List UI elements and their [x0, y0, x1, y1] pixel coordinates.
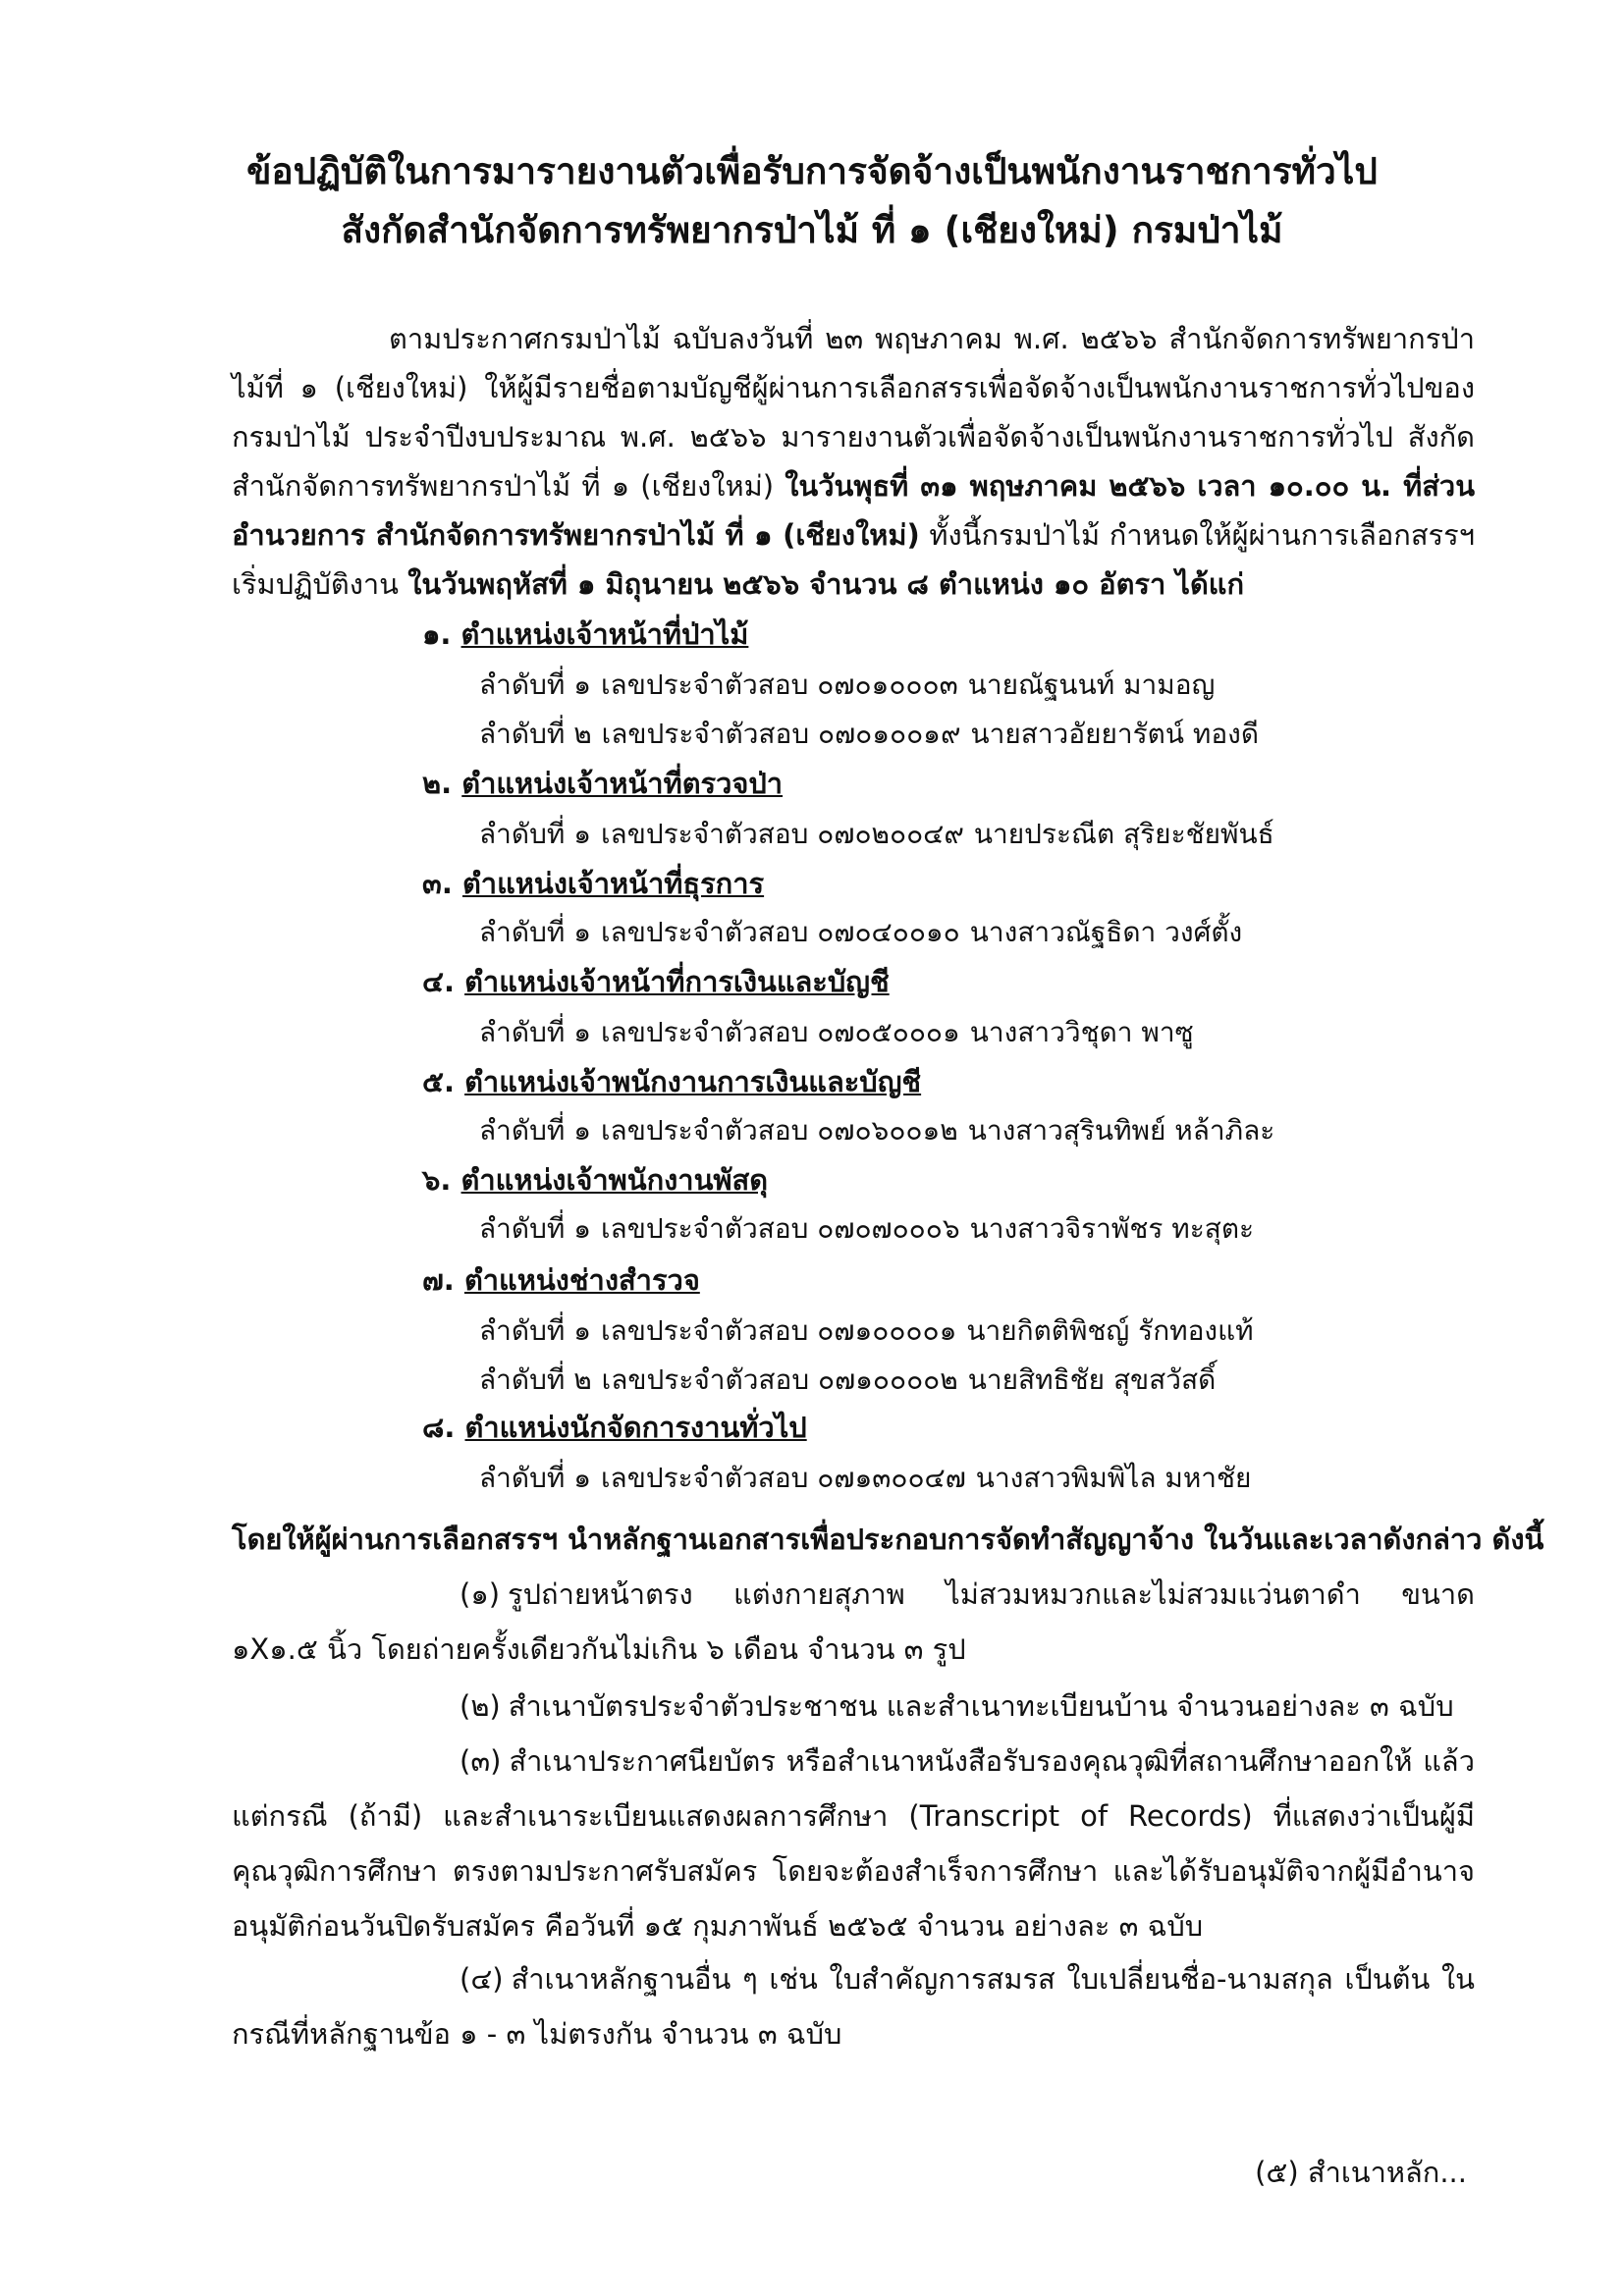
candidate-order: ลำดับที่ ๑: [479, 668, 591, 701]
position-number: ๓.: [422, 867, 453, 900]
candidate-exam-id: เลขประจำตัวสอบ ๐๗๐๒๐๐๔๙: [600, 818, 964, 850]
document-item: [232, 1734, 1475, 1953]
candidate-exam-id: เลขประจำตัวสอบ ๐๗๐๖๐๐๑๒: [600, 1114, 958, 1147]
document-item-number: (๔): [460, 1962, 504, 1996]
candidate-order: ลำดับที่ ๑: [479, 1212, 591, 1245]
candidate-exam-id: เลขประจำตัวสอบ ๐๗๐๑๐๐๐๓: [600, 668, 958, 701]
candidate-name: นางสาววิชุดา พาซู: [969, 1016, 1194, 1048]
position-number: ๒.: [422, 767, 453, 800]
intro-bold-date-place: ในวันพุธที่ ๓๑ พฤษภาคม ๒๕๖๖ เวลา ๑๐.๐๐ น. ที่ส่วนอำนวยการ สำนักจัดการทรัพยากรป่าไม้ ที่ ๑ (เชียงใหม่): [232, 469, 1476, 552]
intro-text-2: ทั้งนี้กรมป่าไม้ กำหนดให้ผู้ผ่านการเลือกสรรฯ เริ่มปฏิบัติงาน: [232, 518, 1475, 601]
candidate-row: [479, 1109, 1284, 1152]
candidate-exam-id: เลขประจำตัวสอบ ๐๗๐๔๐๐๑๐: [600, 916, 960, 948]
intro-text-1: ตามประกาศกรมป่าไม้ ฉบับลงวันที่ ๒๓ พฤษภาคม พ.ศ. ๒๕๖๖ สำนักจัดการทรัพยากรป่าไม้ที่ ๑ (เชียงใหม่) ให้ผู้มีรายชื่อตามบัญชีผู้ผ่านการเลือกสรรเพื่อจัดจ้างเป็นพนักงานราชการทั่วไปของกรมป่าไม้ ประจำปีงบประมาณ พ.ศ. ๒๕๖๖ มารายงานตัวเพื่อจัดจ้างเป็นพนักงานราชการทั่วไป สังกัดสำนักจัดการทรัพยากรป่าไม้ ที่ ๑ (เชียงใหม่): [232, 322, 1475, 503]
document-title-line-2: สังกัดสำนักจัดการทรัพยากรป่าไม้ ที่ ๑ (เชียงใหม่) กรมป่าไม้: [341, 209, 1283, 251]
position-number: ๘.: [422, 1411, 456, 1444]
position-title: ตำแหน่งเจ้าหน้าที่ตรวจป่า: [461, 767, 784, 800]
position-number: ๖.: [422, 1163, 452, 1197]
position-heading: [422, 1158, 768, 1201]
candidate-row: [479, 1011, 1204, 1054]
candidate-name: นางสาวพิมพิไล มหาชัย: [975, 1462, 1252, 1494]
candidate-name: นายสิทธิชัย สุขสวัสดิ์: [967, 1363, 1217, 1396]
document-item-text: รูปถ่ายหน้าตรง แต่งกายสุภาพ ไม่สวมหมวกและไม่สวมแว่นตาดำ ขนาด ๑X๑.๕ นิ้ว โดยถ่ายครั้งเดียวกันไม่เกิน ๖ เดือน จำนวน ๓ รูป: [232, 1577, 1475, 1666]
intro-bold-start-date: ในวันพฤหัสที่ ๑ มิถุนายน ๒๕๖๖ จำนวน ๘ ตำแหน่ง ๑๐ อัตรา ได้แก่: [407, 567, 1245, 601]
candidate-row: [479, 1359, 1225, 1402]
position-number: ๗.: [422, 1263, 455, 1297]
candidate-order: ลำดับที่ ๑: [479, 818, 591, 850]
candidate-name: นางสาวสุรินทิพย์ หล้าภิละ: [967, 1114, 1275, 1147]
position-heading: [422, 960, 890, 1003]
candidate-exam-id: เลขประจำตัวสอบ ๐๗๑๓๐๐๔๗: [600, 1462, 966, 1494]
document-item-text: สำเนาประกาศนียบัตร หรือสำเนาหนังสือรับรองคุณวุฒิที่สถานศึกษาออกให้ แล้วแต่กรณี (ถ้ามี) และสำเนาระเบียนแสดงผลการศึกษา (Transcript of Records) ที่แสดงว่าเป็นผู้มีคุณวุฒิการศึกษา ตรงตามประกาศรับสมัคร โดยจะต้องสำเร็จการศึกษา และได้รับอนุมัติจากผู้มีอำนาจอนุมัติก่อนวันปิดรับสมัคร คือวันที่ ๑๕ กุมภาพันธ์ ๒๕๖๕ จำนวน อย่างละ ๓ ฉบับ: [232, 1744, 1475, 1943]
document-item-text: สำเนาบัตรประจำตัวประชาชน และสำเนาทะเบียนบ้าน จำนวนอย่างละ ๓ ฉบับ: [508, 1689, 1454, 1723]
position-heading: [422, 1060, 921, 1103]
intro-paragraph: [232, 314, 1475, 609]
candidate-name: นายณัฐนนท์ มามอญ: [967, 668, 1216, 701]
position-heading: [422, 862, 764, 905]
candidate-exam-id: เลขประจำตัวสอบ ๐๗๐๗๐๐๐๖: [600, 1212, 960, 1245]
position-number: ๑.: [422, 617, 452, 651]
candidate-row: [479, 911, 1252, 954]
candidate-exam-id: เลขประจำตัวสอบ ๐๗๑๐๐๐๐๑: [600, 1314, 957, 1347]
document-item-text: สำเนาหลักฐานอื่น ๆ เช่น ใบสำคัญการสมรส ใบเปลี่ยนชื่อ-นามสกุล เป็นต้น ในกรณีที่หลักฐานข้อ ๑ - ๓ ไม่ตรงกัน จำนวน ๓ ฉบับ: [232, 1962, 1475, 2051]
candidate-order: ลำดับที่ ๑: [479, 916, 591, 948]
position-title: ตำแหน่งเจ้าหน้าที่การเงินและบัญชี: [464, 965, 890, 998]
position-title: ตำแหน่งช่างสำรวจ: [463, 1263, 700, 1297]
documents-heading: โดยให้ผู้ผ่านการเลือกสรรฯ นำหลักฐานเอกสารเพื่อประกอบการจัดทำสัญญาจ้าง ในวันและเวลาดังกล่าว ดังนี้: [232, 1522, 1544, 1556]
candidate-name: นางสาวณัฐธิดา วงศ์ตั้ง: [969, 916, 1243, 948]
position-heading: [422, 762, 783, 805]
position-title: ตำแหน่งเจ้าพนักงานพัสดุ: [460, 1163, 769, 1197]
position-title: ตำแหน่งเจ้าหน้าที่ป่าไม้: [460, 617, 749, 651]
candidate-order: ลำดับที่ ๑: [479, 1462, 591, 1494]
candidate-row: [479, 1457, 1261, 1500]
candidate-order: ลำดับที่ ๑: [479, 1314, 591, 1347]
document-item: [232, 1679, 1475, 1734]
position-title: ตำแหน่งนักจัดการงานทั่วไป: [464, 1411, 807, 1444]
document-item: [232, 1951, 1475, 2061]
candidate-row: [479, 1207, 1264, 1251]
candidate-name: นางสาวจิราพัชร ทะสุตะ: [969, 1212, 1255, 1245]
candidate-order: ลำดับที่ ๒: [479, 1363, 592, 1396]
position-heading: [422, 1258, 700, 1302]
candidate-name: นายสาวอัยยารัตน์ ทองดี: [970, 718, 1260, 750]
candidate-order: ลำดับที่ ๑: [479, 1016, 591, 1048]
candidate-exam-id: เลขประจำตัวสอบ ๐๗๐๕๐๐๐๑: [600, 1016, 960, 1048]
position-title: ตำแหน่งเจ้าหน้าที่ธุรการ: [461, 867, 765, 900]
candidate-row: [479, 1309, 1264, 1353]
candidate-row: [479, 664, 1224, 707]
candidate-exam-id: เลขประจำตัวสอบ ๐๗๐๑๐๐๑๙: [601, 718, 961, 750]
position-heading: [422, 1406, 807, 1449]
position-title: ตำแหน่งเจ้าพนักงานการเงินและบัญชี: [464, 1065, 922, 1098]
candidate-order: ลำดับที่ ๒: [479, 718, 592, 750]
candidate-name: นายกิตติพิชญ์ รักทองแท้: [966, 1314, 1254, 1347]
document-item-number: (๓): [460, 1744, 502, 1778]
position-number: ๕.: [422, 1065, 455, 1098]
candidate-row: [479, 813, 1284, 856]
document-item-number: (๑): [460, 1577, 501, 1611]
position-heading: [422, 613, 748, 656]
position-number: ๔.: [422, 965, 455, 998]
document-item-number: (๒): [460, 1689, 501, 1723]
continued-footer: (๕) สำเนาหลัก...: [1255, 2156, 1467, 2189]
document-title-line-1: ข้อปฏิบัติในการมารายงานตัวเพื่อรับการจัดจ้างเป็นพนักงานราชการทั่วไป: [246, 150, 1378, 192]
candidate-name: นายประณีต สุริยะชัยพันธ์: [973, 818, 1274, 850]
candidate-row: [479, 713, 1269, 756]
candidate-exam-id: เลขประจำตัวสอบ ๐๗๑๐๐๐๐๒: [601, 1363, 958, 1396]
candidate-order: ลำดับที่ ๑: [479, 1114, 591, 1147]
document-item: [232, 1567, 1475, 1677]
